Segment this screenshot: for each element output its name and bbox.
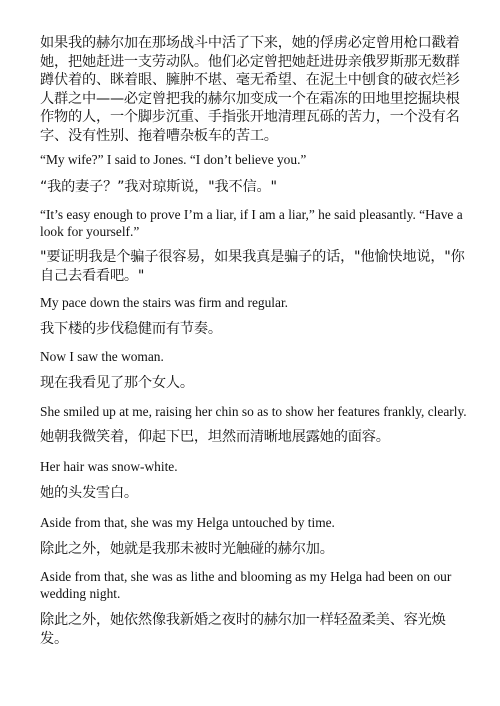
paragraph-zh-17: 除此之外，她依然像我新婚之夜时的赫尔加一样轻盈柔美、容光焕发。 [40, 612, 446, 647]
paragraph-zh-7: 我下楼的步伐稳健而有节奏。 [40, 321, 222, 337]
paragraph-zh-11: 她朝我微笑着，仰起下巴，坦然而清晰地展露她的面容。 [40, 429, 390, 445]
paragraph-zh-1: 如果我的赫尔加在那场战斗中活了下来，她的俘虏必定曾用枪口戳着她，把她赶进一支劳动队。他们必定曾把她赶进毋亲俄罗斯那无数群蹲伏着的、眯着眼、臃肿不堪、毫无希望、在泥土中刨食的破衣烂衫人群之中——必定曾把我的赫尔加变成一个在霜冻的田地里挖掘块根作物的人，一个脚步沉重、手指张开地清理瓦砾的苦力，一个没有名字、没有性别、拖着嘈杂板车的苦工。 [40, 35, 460, 144]
paragraph-en-8: Now I saw the woman. [40, 349, 164, 364]
paragraph-zh-3: “我的妻子？”我对琼斯说，"我不信。" [40, 179, 277, 195]
paragraph-zh-13: 她的头发雪白。 [40, 485, 138, 501]
paragraph-zh-9: 现在我看见了那个女人。 [40, 375, 194, 391]
paragraph-zh-15: 除此之外，她就是我那未被时光触碰的赫尔加。 [40, 541, 334, 557]
paragraph-en-10: She smiled up at me, raising her chin so as to show her features frankly, clearly. [40, 404, 467, 419]
paragraph-en-16: Aside from that, she was as lithe and blooming as my Helga had been on our wedding night. [40, 569, 452, 601]
paragraph-en-12: Her hair was snow-white. [40, 459, 178, 474]
paragraph-en-6: My pace down the stairs was firm and regular. [40, 295, 289, 310]
paragraph-en-2: “My wife?” I said to Jones. “I don’t believe you.” [40, 152, 307, 167]
paragraph-en-14: Aside from that, she was my Helga untouched by time. [40, 515, 335, 530]
paragraph-zh-5: "要证明我是个骗子很容易，如果我真是骗子的话，"他愉快地说，"你自己去看看吧。" [40, 249, 465, 284]
paragraph-en-4: “It’s easy enough to prove I’m a liar, if I am a liar,” he said pleasantly. “Have a look for yourself.” [40, 207, 463, 239]
